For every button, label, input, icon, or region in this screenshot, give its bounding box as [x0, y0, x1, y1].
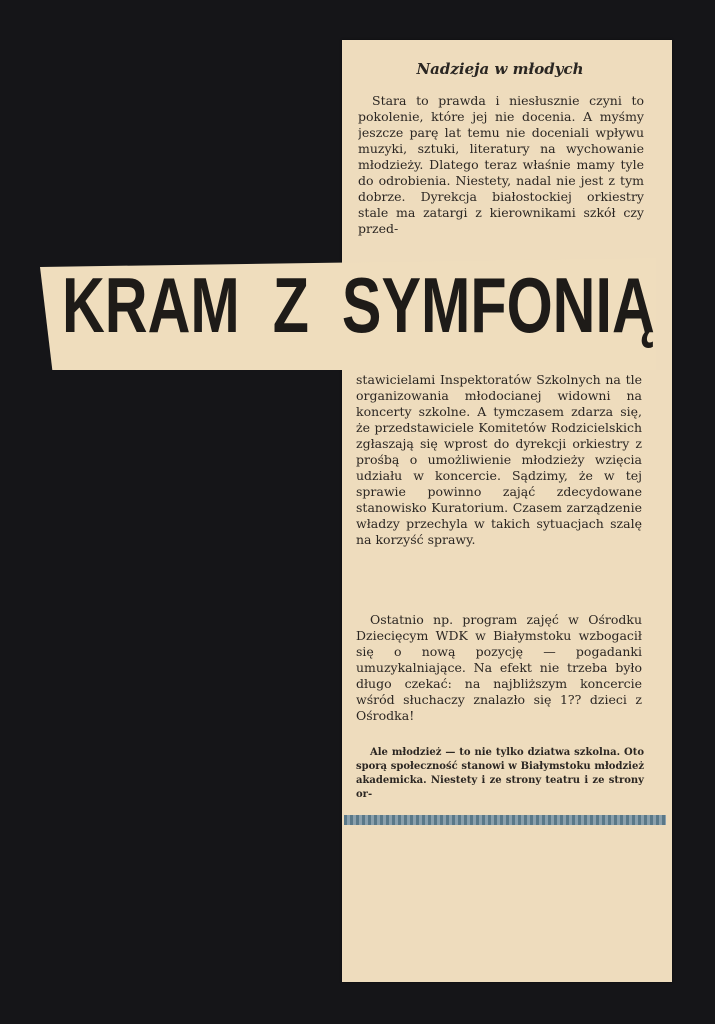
paragraph-4: Ale młodzież — to nie tylko dziatwa szkolna. Oto sporą społeczność stanowi w Białymstoku młodzież akademicka. Niestety i ze strony teatru i ze strony or- — [356, 747, 644, 800]
paragraph-2: stawicielami Inspektoratów Szkolnych na tle organizowania młodocianej widowni na koncerty szkolne. A tymczasem zdarza się, że przedstawiciele Komitetów Rodzicielskich zgłaszają się wprost do dyrekcji orkiestry z prośbą o umożliwienie młodzieży wzięcia udziału w koncercie. Sądzimy, że w tej sprawie powinno zająć zdecydowane stanowisko Kuratorium. Czasem zarządzenie władzy przechyla w takich sytuacjach szalę na korzyść sprawy. — [356, 372, 642, 547]
article-headline: KRAM Z SYMFONIĄ — [62, 261, 655, 349]
paragraph-3: Ostatnio np. program zajęć w Ośrodku Dziecięcym WDK w Białymstoku wzbogacił się o nową pozycję — pogadanki umuzykalniające. Na efekt nie trzeba było długo czekać: na najbliższym koncercie wśród słuchaczy znalazło się 1?? dzieci z Ośrodka! — [356, 612, 642, 723]
paragraph-1: Stara to prawda i niesłusznie czyni to pokolenie, które jej nie docenia. A myśmy jeszcze parę lat temu nie doceniali wpływu muzyki, sztuki, literatury na wychowanie młodzieży. Dlatego teraz właśnie mamy tyle do odrobienia. Niestety, nadal nie jest z tym dobrze. Dyrekcja białostockiej orkiestry stale ma zatargi z kierownikami szkół czy przed- — [358, 93, 644, 236]
article-subhead: Nadzieja w młodych — [416, 60, 584, 78]
separator-rule — [344, 815, 666, 825]
